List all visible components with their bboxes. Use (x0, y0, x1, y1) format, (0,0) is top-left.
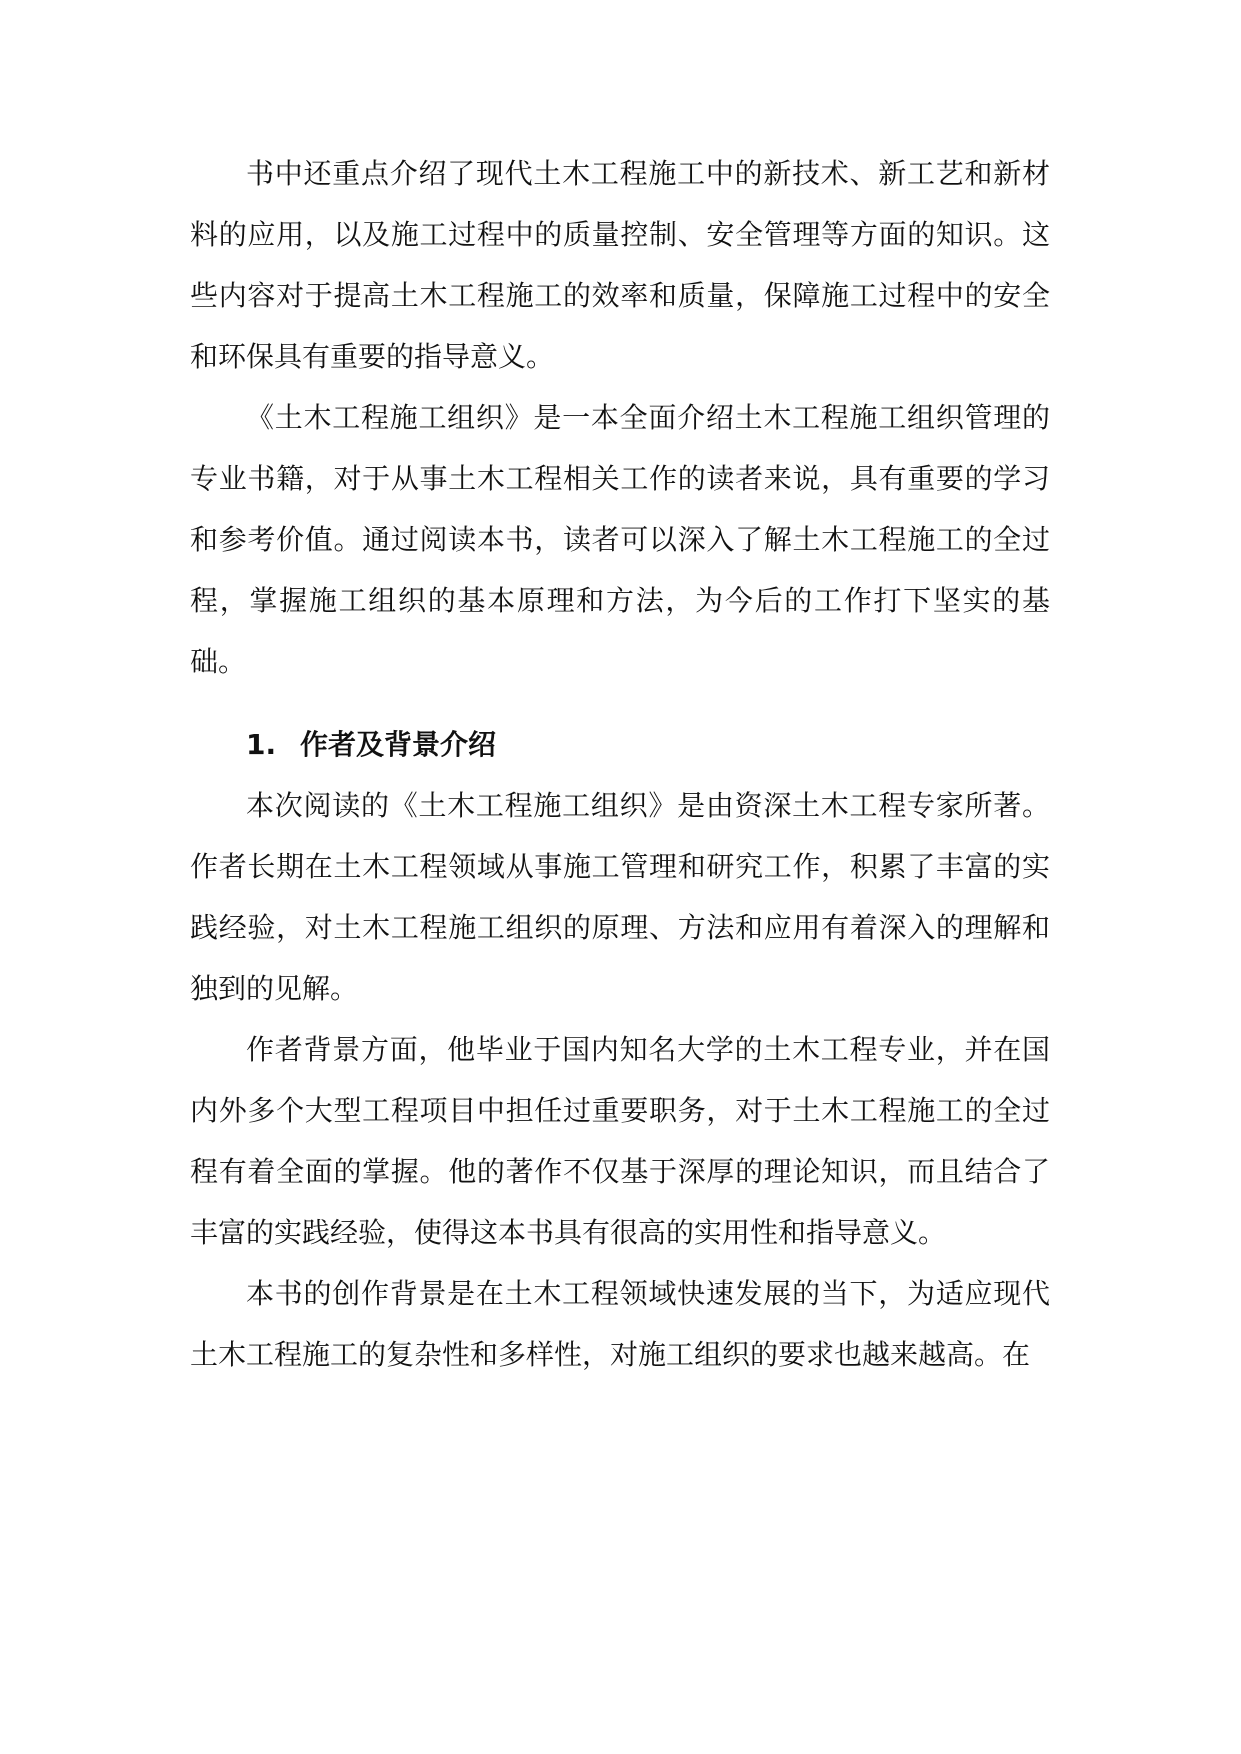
section-title: 作者及背景介绍 (300, 728, 497, 761)
paragraph-writing-background: 本书的创作背景是在土木工程领域快速发展的当下，为适应现代土木工程施工的复杂性和多样性，对施工组织的要求也越来越高。在 (190, 1277, 1050, 1371)
document-body (190, 143, 1050, 1385)
paragraph-author-background: 作者背景方面，他毕业于国内知名大学的土木工程专业，并在国内外多个大型工程项目中担任过重要职务，对于土木工程施工的全过程有着全面的掌握。他的著作不仅基于深厚的理论知识，而且结合了丰富的实践经验，使得这本书具有很高的实用性和指导意义。 (190, 1033, 1050, 1249)
section-number: 1. (246, 728, 277, 761)
paragraph-new-technology: 书中还重点介绍了现代土木工程施工中的新技术、新工艺和新材料的应用，以及施工过程中的质量控制、安全管理等方面的知识。这些内容对于提高土木工程施工的效率和质量，保障施工过程中的安全和环保具有重要的指导意义。 (190, 157, 1050, 373)
section-heading (190, 714, 1050, 775)
paragraph-book-summary: 《土木工程施工组织》是一本全面介绍土木工程施工组织管理的专业书籍，对于从事土木工程相关工作的读者来说，具有重要的学习和参考价值。通过阅读本书，读者可以深入了解土木工程施工的全过程，掌握施工组织的基本原理和方法，为今后的工作打下坚实的基础。 (190, 401, 1050, 678)
paragraph-author-intro: 本次阅读的《土木工程施工组织》是由资深土木工程专家所著。作者长期在土木工程领域从事施工管理和研究工作，积累了丰富的实践经验，对土木工程施工组织的原理、方法和应用有着深入的理解和独到的见解。 (190, 789, 1050, 1005)
